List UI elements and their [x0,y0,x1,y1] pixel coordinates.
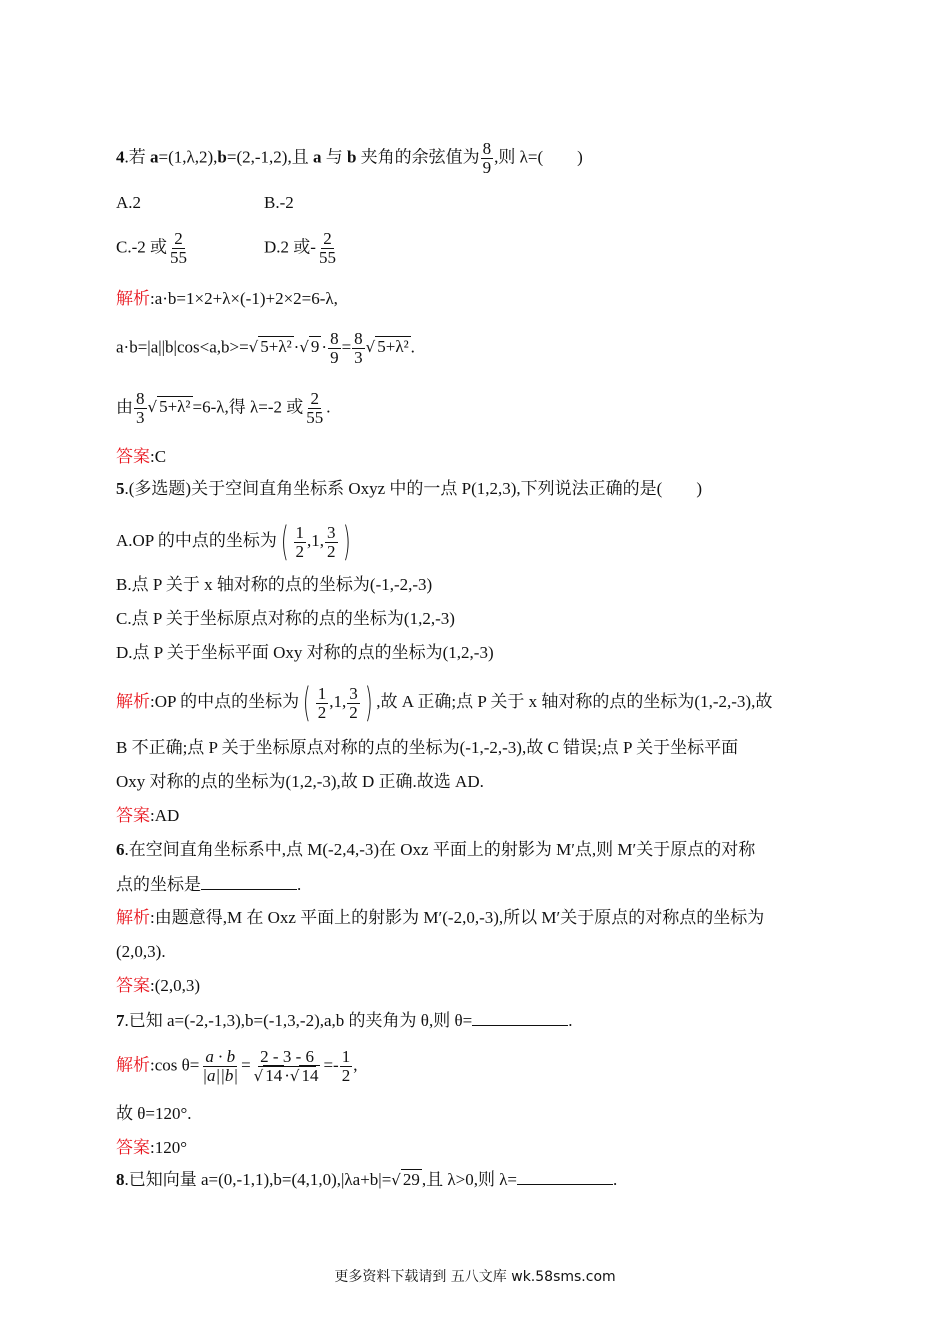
fraction: $\frac{8}{3}$ [136,389,145,427]
sqrt-expression: √ 9 [299,337,320,357]
q8-stem: 8.已知向量 a=(0,-1,1),b=(4,1,0),|λa+b|=√ 29 ,且 λ>0,则 λ= . [116,1170,618,1189]
fraction: $\frac{1}{2}$ [341,1047,351,1085]
q6-stem-line2: 点的坐标是 . [116,875,302,894]
fraction: $\frac{8}{9}$ [330,329,339,367]
q4-answer: 答案:C [116,447,167,466]
q5-answer: 答案:AD [116,806,180,825]
q5-solution-line1: 解析:OP 的中点的坐标为( $\frac{1}{2}$ ,1, $\frac{3}{2}$ ) ,故 A 正确;点 P 关于 x 轴对称的点的坐标为(1,-2,-3),故 [116,680,773,726]
q4-option-d: D.2 或- $\frac{2}{55}$ [264,229,336,267]
q7-answer: 答案:120° [116,1138,188,1157]
footer-download-notice: 更多资料下载请到 五八文库 wk.58sms.com [334,1269,616,1285]
fraction: $\frac{3}{2}$ [349,683,358,722]
sqrt-expression: √ 5+λ² [248,337,292,357]
q5-solution-line2: B 不正确;点 P 关于坐标原点对称的点的坐标为(-1,-2,-3),故 C 错误;点 P 关于坐标平面 [116,738,739,757]
q4-solution-line2: a·b=|a||b|cos<a,b>=√ 5+λ² ·√ 9 · $\frac{8}{9}$ = $\frac{8}{3}$ √ 5+λ² . [116,329,415,367]
q6-answer: 答案:(2,0,3) [116,976,201,995]
q7-stem: 7.已知 a=(-2,-1,3),b=(-1,3,-2),a,b 的夹角为 θ,则 θ= . [116,1011,573,1030]
q5-option-d: D.点 P 关于坐标平面 Oxy 对称的点的坐标为(1,2,-3) [116,643,494,662]
q5-option-a: A.OP 的中点的坐标为( $\frac{1}{2}$ ,1, $\frac{3}{2}$ ) [116,519,351,565]
sqrt-expression: √ 5+λ² [147,397,191,417]
q4-solution-line1: 解析:a·b=1×2+λ×(-1)+2×2=6-λ, [116,289,338,308]
q7-solution-line2: 故 θ=120°. [116,1104,192,1123]
analysis-label: 解析 [116,691,150,711]
answer-label: 答案 [116,976,150,995]
answer-label: 答案 [116,447,150,466]
fraction: $\frac{1}{2}$ [317,683,327,722]
q7-solution-line1: 解析:cos θ= $\frac{a \cdot b}{|a||b|}$ = $\frac{2 - 3 - 6}{√ 14 \cdot√ 14}$ =- $\frac{1}{2}$ , [116,1047,358,1085]
fraction: $\frac{2 - 3 - 6}{√ 14 \cdot√ 14}$ [253,1047,319,1085]
q6-solution-line1: 解析:由题意得,M 在 Oxz 平面上的射影为 M′(-2,0,-3),所以 M′关于原点的对称点的坐标为 [116,908,765,927]
analysis-label: 解析 [116,289,150,308]
q5-option-b: B.点 P 关于 x 轴对称的点的坐标为(-1,-2,-3) [116,575,433,594]
analysis-label: 解析 [116,908,150,927]
fraction: $\frac{8}{3}$ [354,329,363,367]
fraction: $\frac{8}{9}$ [482,139,492,177]
q5-stem: 5.(多选题)关于空间直角坐标系 Oxyz 中的一点 P(1,2,3),下列说法正确的是( ) [116,479,703,498]
sqrt-expression: √ 5+λ² [365,337,409,357]
q4-option-b: B.-2 [264,193,294,212]
q4-option-c: C.-2 或 $\frac{2}{55}$ [116,229,187,267]
fraction: $\frac{2}{55}$ [318,229,336,267]
q6-stem-line1: 6.在空间直角坐标系中,点 M(-2,4,-3)在 Oxz 平面上的射影为 M′点,则 M′关于原点的对称 [116,840,756,859]
fraction: $\frac{2}{55}$ [306,389,324,427]
q5-solution-line3: Oxy 对称的点的坐标为(1,2,-3),故 D 正确.故选 AD. [116,772,484,791]
fraction: $\frac{3}{2}$ [327,522,336,561]
analysis-label: 解析 [116,1055,150,1075]
answer-blank [517,1168,613,1185]
answer-blank [472,1009,568,1026]
fraction: $\frac{a \cdot b}{|a||b|}$ [202,1047,239,1085]
fraction: $\frac{1}{2}$ [295,522,304,561]
q4-solution-line3: 由 $\frac{8}{3}$ √ 5+λ² =6-λ,得 λ=-2 或 $\frac{2}{55}$ . [116,389,331,427]
q6-solution-line2: (2,0,3). [116,942,166,961]
q4-option-a: A.2 [116,193,142,212]
q4-stem: 4.若 a=(1,λ,2),b=(2,-1,2),且 a 与 b 夹角的余弦值为 $\frac{8}{9}$ ,则 λ=( ) [116,139,583,177]
answer-blank [201,873,297,890]
answer-label: 答案 [116,806,150,825]
fraction: $\frac{2}{55}$ [170,229,187,267]
sqrt-expression: √ 29 [391,1170,420,1189]
q5-option-c: C.点 P 关于坐标原点对称的点的坐标为(1,2,-3) [116,609,455,628]
answer-label: 答案 [116,1138,150,1157]
